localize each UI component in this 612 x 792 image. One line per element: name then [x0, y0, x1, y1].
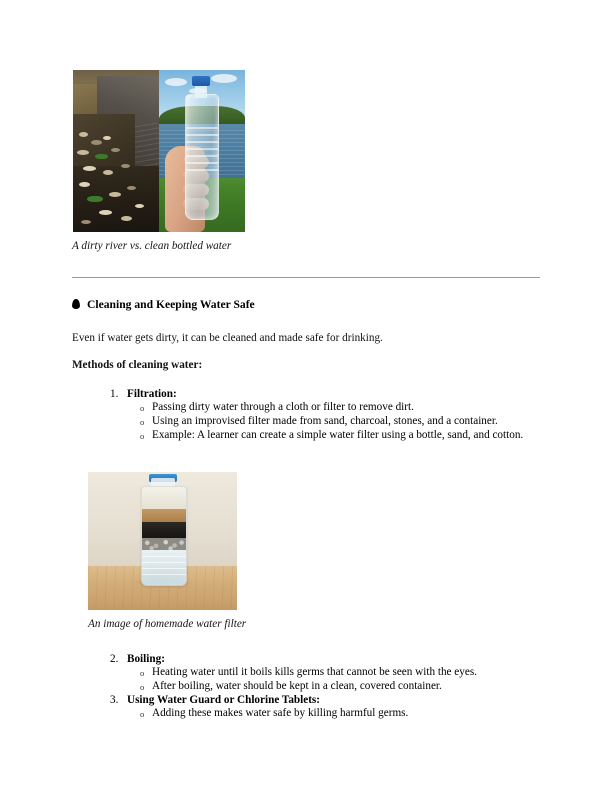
figure1-right-panel-clean-water: [159, 70, 245, 232]
litter-debris: [99, 210, 112, 215]
cloud: [211, 74, 237, 83]
filter-bottle-body: [141, 486, 187, 586]
litter-debris: [121, 216, 132, 221]
layer-filtered-water: [142, 550, 186, 585]
litter-debris: [79, 132, 88, 137]
sub-bullet-marker: o: [140, 709, 145, 719]
sub-bullet-marker: o: [140, 668, 145, 678]
method-point: Heating water until it boils kills germs that cannot be seen with the eyes.: [152, 666, 477, 678]
method-point: Adding these makes water safe by killing harmful germs.: [152, 707, 409, 719]
sub-bullet-marker: o: [140, 403, 145, 413]
section-intro-paragraph: Even if water gets dirty, it can be cleaned and made safe for drinking.: [72, 332, 383, 344]
list-number-1: 1.: [110, 388, 119, 400]
layer-fine-sand: [142, 487, 186, 509]
method-point: Example: A learner can create a simple water filter using a bottle, sand, and cotton.: [152, 429, 524, 441]
layer-coarse-sand: [142, 509, 186, 522]
litter-debris: [103, 136, 111, 140]
figure2-caption: An image of homemade water filter: [88, 618, 247, 630]
method-title-filtration: Filtration:: [127, 388, 177, 400]
litter-debris: [111, 148, 120, 152]
litter-debris: [83, 166, 96, 171]
sub-bullet-marker: o: [140, 431, 145, 441]
section-heading-label: Cleaning and Keeping Water Safe: [87, 298, 255, 311]
litter-debris: [79, 182, 90, 187]
bottle-cap-icon: [192, 76, 210, 86]
cloud: [165, 78, 187, 86]
litter-debris: [127, 186, 136, 190]
clean-water-bottle: [185, 94, 219, 220]
figure1-left-panel-dirty-river: [73, 70, 159, 232]
bottle-neck: [195, 84, 207, 98]
water-drop-icon: [72, 299, 80, 309]
litter-debris: [103, 170, 113, 175]
method-title-boiling: Boiling:: [127, 653, 165, 665]
method-point: Using an improvised filter made from sand, charcoal, stones, and a container.: [152, 415, 498, 427]
layer-gravel-stones: [142, 538, 186, 550]
litter-debris: [109, 192, 121, 197]
green-bottle-litter: [87, 196, 103, 202]
litter-debris: [77, 150, 89, 155]
figure-homemade-water-filter: [88, 472, 237, 610]
litter-debris: [135, 204, 144, 208]
method-point: After boiling, water should be kept in a clean, covered container.: [152, 680, 442, 692]
green-bottle-litter: [95, 154, 108, 159]
litter-debris: [81, 220, 91, 224]
section-heading: [72, 298, 255, 311]
list-number-2: 2.: [110, 653, 119, 665]
method-point: Passing dirty water through a cloth or filter to remove dirt.: [152, 401, 414, 413]
method-title-water-guard: Using Water Guard or Chlorine Tablets:: [127, 694, 321, 706]
list-number-3: 3.: [110, 694, 119, 706]
sub-bullet-marker: o: [140, 417, 145, 427]
figure1-caption: A dirty river vs. clean bottled water: [72, 240, 232, 252]
litter-debris: [121, 164, 130, 168]
litter-debris: [91, 140, 102, 145]
layer-charcoal: [142, 522, 186, 538]
sub-bullet-marker: o: [140, 682, 145, 692]
section-divider: [72, 277, 540, 278]
methods-subheading: Methods of cleaning water:: [72, 359, 203, 371]
figure-dirty-river-vs-clean-bottled-water: [73, 70, 245, 232]
